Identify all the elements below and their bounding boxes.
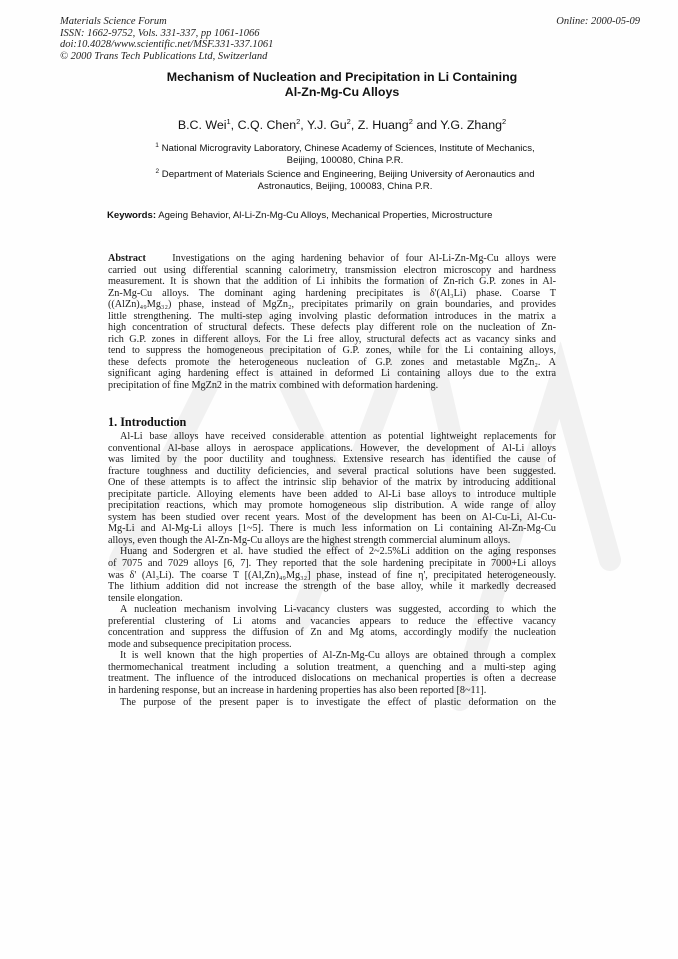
affiliation-line: Beijing, 100080, China P.R. [286, 154, 404, 166]
author-separator: , [230, 118, 238, 133]
paragraph-line: fracture toughness and ductility deficiencies, and several practical solutions have been suggested. [108, 465, 556, 477]
paragraph-line: in hardening response, but an increase in hardening properties has also been reported [8~11]. [108, 685, 487, 697]
abstract-line: little strengthening. The multi-step aging involving plastic deformation introduces in the matrix a [108, 310, 556, 322]
introduction-body [108, 431, 556, 708]
keywords-label: Keywords: [107, 210, 157, 221]
paragraph-line: treatment. The influence of the introduced dislocations on mechanical properties is often a decrease [108, 673, 556, 685]
affiliation-text: National Microgravity Laboratory, Chinese Academy of Sciences, Institute of Mechanics, [161, 143, 535, 155]
paragraph [108, 431, 556, 546]
affiliation-line [110, 140, 580, 155]
author-affiliation-mark: 2 [296, 117, 301, 126]
paragraph-line: concentration and suppress the diffusion of Zn and Mg atoms, accordingly modify the nucleation [108, 627, 556, 639]
paragraph [108, 697, 556, 709]
abstract-line [108, 253, 556, 265]
title-line: Mechanism of Nucleation and Precipitation in Li Containing [166, 70, 518, 84]
author-separator: , [350, 118, 358, 133]
abstract-line: precipitation of fine MgZn2 in the matrix combined with deformation hardening. [108, 380, 439, 392]
abstract-line: measurement. It is shown that the addition of Li inhibits the formation of Zn-rich G.P. zones in Al- [108, 276, 556, 288]
journal-info [60, 16, 273, 62]
paragraph-line: The lithium addition did not increase the strength of the base alloy, while it markedly decreased [108, 581, 556, 593]
abstract-line: rich G.P. zones in different alloys. For the Li free alloy, structural defects act as vacancy sinks and [108, 333, 556, 345]
author-affiliation-mark: 1 [226, 117, 231, 126]
paragraph-line: Mg-Li and Al-Mg-Li alloys [1~5]. There is much less information on Li containing Al-Zn-Mg-Cu [108, 523, 556, 535]
paragraph-line: was δ' (Al₃Li). The coarse T [(Al,Zn)₄₉Mg₃₂] phase, instead of fine η', precipitated heterogeneously. [108, 569, 556, 581]
paragraph-line: The purpose of the present paper is to investigate the effect of plastic deformation on the [120, 696, 556, 708]
abstract-line: tend to suppress the homogeneous precipitation of G.P. zones, while for the Li containing alloys, [108, 345, 556, 357]
abstract-body [108, 265, 556, 392]
paragraph-line: was limited by the poor ductility and toughness. Extensive research has identified the cause of [108, 454, 556, 466]
paragraph-line: A nucleation mechanism involving Li-vacancy clusters was suggested, according to which the [120, 604, 556, 616]
author-affiliation-mark: 2 [346, 117, 351, 126]
abstract-line: ((AlZn)₄₉Mg₃₂) phase, instead of MgZn₂, precipitates primarily on grain boundaries, and provides [108, 299, 556, 311]
section-heading: 1. Introduction [108, 415, 187, 429]
abstract-text: Investigations on the aging hardening behavior of four Al-Li-Zn-Mg-Cu alloys were [172, 253, 556, 264]
paragraph [108, 604, 556, 650]
journal-name: Materials Science Forum [60, 16, 167, 27]
affiliation-line: Astronautics, Beijing, 100083, China P.R. [257, 180, 433, 192]
paragraph-line: thermomechanical treatment including a solution treatment, a quenching and a multi-step aging [108, 661, 556, 673]
author-separator: and [412, 118, 441, 133]
copyright-line: © 2000 Trans Tech Publications Ltd, Switzerland [60, 50, 268, 62]
author-name: B.C. Wei [177, 118, 227, 133]
abstract-label: Abstract [108, 253, 146, 264]
paragraph-line: conventional Al-base alloys in aerospace applications. However, the development of Al-Li alloys [108, 442, 556, 454]
doi-link[interactable]: doi:10.4028/www.scientific.net/MSF.331-337.1061 [60, 39, 274, 51]
keywords-text: Ageing Behavior, Al-Li-Zn-Mg-Cu Alloys, Mechanical Properties, Microstructure [158, 210, 493, 221]
paragraph [108, 650, 556, 696]
author-name: Y.J. Gu [306, 118, 347, 133]
paragraph-line: Huang and Sodergren et al. have studied the effect of 2~2.5%Li addition on the aging responses [120, 546, 556, 558]
paragraph-line: mode and subsequence precipitation process. [108, 638, 292, 650]
paragraph [108, 546, 556, 604]
title-line: Al-Zn-Mg-Cu Alloys [284, 85, 400, 99]
paragraph-line: of 7075 and 7029 alloys [6, 7]. They reported that the sole hardening precipitate in 7000+Li alloys [108, 558, 556, 570]
affiliation-mark: 2 [155, 168, 160, 175]
paragraph-line: preferential clustering of Li atoms and vacancies appears to reduce the effective vacancy [108, 615, 556, 627]
abstract-line: significant aging hardening effect is attained in deformed Li containing alloys due to the extra [108, 368, 556, 380]
abstract-line: these defects promote the heterogeneous nucleation of G.P. zones and metastable MgZn₂. A [108, 356, 556, 368]
paragraph-line: precipitation reactions, which may promote homogeneous slip distribution. A wide range of alloy [108, 500, 556, 512]
abstract-line: Zn-Mg-Cu alloys. The dominant aging hardening precipitates is δ'(Al₃Li) phase. Coarse T [108, 287, 556, 299]
paragraph-line: alloys, even though the Al-Zn-Mg-Cu alloys are the highest strength commercial aluminum alloys. [108, 534, 511, 546]
online-date: Online: 2000-05-09 [556, 16, 640, 27]
abstract-line: carried out using differential scanning calorimetry, transmission electron microscopy and hardness [108, 264, 556, 276]
paragraph-line: tensile elongation. [108, 592, 183, 604]
issn-line: ISSN: 1662-9752, Vols. 331-337, pp 1061-1066 [60, 27, 260, 39]
paper-title [100, 70, 584, 100]
author-affiliation-mark: 2 [501, 117, 507, 126]
affiliation-2 [110, 166, 580, 192]
abstract-line: high concentration of structural defects. These defects play different role on the nucleation of Zn- [108, 322, 556, 334]
affiliation-line [110, 166, 580, 181]
keywords-line [107, 210, 493, 221]
paragraph-line: system has been studied over recent years. Most of the development has been on Al-Cu-Li, Al-Cu- [108, 511, 556, 523]
author-name: C.Q. Chen [237, 118, 297, 133]
author-affiliation-mark: 2 [408, 117, 413, 126]
affiliation-1 [110, 140, 580, 166]
author-list [80, 117, 604, 132]
paragraph-line: One of these attempts is to affect the intrinsic slip behavior of the matrix by introducing additional [108, 477, 556, 489]
affiliation-text: Department of Materials Science and Engineering, Beijing University of Aeronautics and [161, 169, 535, 181]
author-name: Z. Huang [357, 118, 409, 133]
paragraph-line: Al-Li base alloys have received considerable attention as potential lightweight replacements for [120, 431, 556, 442]
abstract [108, 253, 556, 392]
author-name: Y.G. Zhang [440, 118, 502, 133]
affiliation-mark: 1 [155, 142, 159, 149]
author-separator: , [300, 118, 307, 133]
paragraph-line: It is well known that the high properties of Al-Zn-Mg-Cu alloys are obtained through a complex [120, 650, 556, 662]
paragraph-line: precipitate particle. Alloying elements have been added to Al-Li base alloys to introduce multiple [108, 488, 556, 500]
